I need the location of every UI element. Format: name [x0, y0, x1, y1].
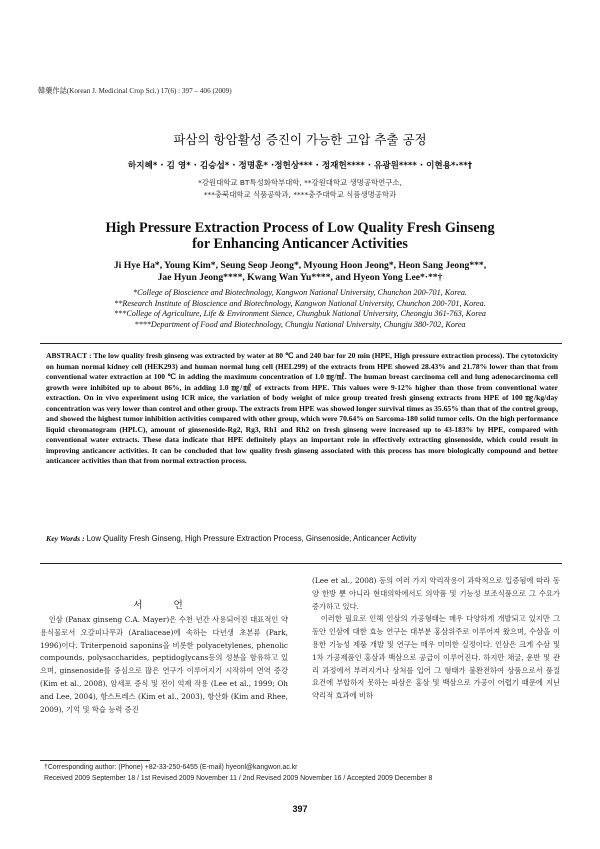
english-title — [0, 220, 600, 252]
english-affiliation-1: *College of Bioscience and Biotechnology, Kangwon National University, Chunchon 200-701, Korea. — [133, 288, 467, 297]
abstract-label: ABSTRACT : — [46, 351, 94, 360]
english-affiliations — [0, 288, 600, 330]
footnote-divider — [40, 760, 150, 761]
english-title-line-2: for Enhancing Anticancer Activities — [192, 236, 408, 252]
body-column-right — [312, 575, 560, 703]
korean-affiliation-2: ***충북대학교 식품공학과, ****충주대학교 식품생명공학과 — [203, 190, 397, 199]
korean-authors: 하지혜* · 김 영* · 김승섭* · 정명훈* ·정헌상*** · 정재헌**** · 유광원**** · 이현용*·**† — [127, 161, 473, 171]
english-affiliation-2: **Research Institute of Bioscience and Biotechnology, Kangwon National University, Chunchon 200-701, Korea. — [114, 298, 486, 308]
english-authors-line-1: Ji Hye Ha*, Young Kim*, Seung Seop Jeong*, Myoung Hoon Jeong*, Heon Sang Jeong***, — [113, 260, 487, 271]
intro-paragraph-1-continued: (Lee et al., 2008) 등의 여러 가지 약리작용이 과학적으로 입증됨에 따라 동양 한방 뿐 아니라 현대의학에서도 의약품 및 기능성 보조식품으로 그 수요가 증가하고 있다. — [312, 576, 560, 611]
keywords — [46, 534, 558, 543]
section-heading-introduction: 서 언 — [133, 600, 197, 611]
intro-paragraph-1: 인삼 (Panax ginseng C.A. Mayer)은 수천 년간 사용되어진 대표적인 약용식물로서 오갈피나무과 (Araliaceae)에 속하는 다년생 초본류 (Park, 1996)이다. Triterpenoid saponins을 비롯한 polyacetylenes, phenolic compounds, polysaccharides, peptidoglycans등의 성분을 함유하고 있으며, ginsenoside를 중심으로 많은 연구가 이루어지기 시작하여 면역 증강 (Kim et al., 2008), 암세포 증식 및 전이 억제 작용 (Lee et al., 1999; Oh and Lee, 2004), 항스트레스 (Kim et al., 2003), 항산화 (Kim and Rhee, 2009), 기억 및 학습 능력 증진 — [40, 615, 288, 714]
abstract-text: The low quality fresh ginseng was extracted by water at 80 ℃ and 240 bar for 20 min (HPE, High pressure extraction process). The cytotoxicity on human normal kidney cell (HEK293) and human normal lung cell (HEL299) of the extracts from HPE showed 28.43% and 21.78% lower than that from conventional water extraction at 100 ℃ in adding the maximum concentration of 1.0 ㎎/㎖. The human breast carcinoma cell and lung adenocarcinoma cell growth were inhibited up to about 86%, in adding 1.0 ㎎/㎖ of extracts from HPE. This values were 9-12% higher than those from conventional water extraction. On in vivo experiment using ICR mice, the variation of body weight of mice group treated fresh ginseng extracts from HPE of 100 ㎎/kg/day concentration was very lower than control and other group. The extracts from HPE was showed longer survival times as 35.65% than that of the control group, and showed the highest tumor inhibition activities compared with other group, which were 70.64% on Sarcoma-180 solid tumor cells. On the high performance liquid chromatogram (HPLC), amount of ginsenoside-Rg2, Rg3, Rh1 and Rh2 on fresh ginseng were increased up to 43-183% by HPE, compared with conventional water extracts. These data indicate that HPE definitely plays an important role in effectively extracting ginsenoside, which could result in improving anticancer activities. It can be concluded that low quality fresh ginseng associated with this process has more biologically compound and better anticancer activities than that from normal extraction process. — [46, 351, 558, 465]
english-authors-line-2: Jae Hyun Jeong****, Kwang Wan Yu****, and Hyeon Yong Lee*·**† — [157, 272, 443, 283]
intro-paragraph-2: 이러한 필요로 인해 인삼의 가공형태는 매우 다양하게 개발되고 있지만 그 동안 인삼에 대한 효능 연구는 대부분 홍삼위주로 이루어져 왔으며, 수삼을 이용한 기능성 제품 개발 및 연구는 매우 미미한 실정이다. 인삼은 크게 수삼 및 1차 가공제품인 홍삼과 백삼으로 공급이 이루어진다. 하지만 채굴, 운반 및 관리 과정에서 부러지거나 상처를 입어 그 형태가 불완전하여 상품으로서 품질 요건에 부합하지 못하는 파삼은 홍삼 및 백삼으로 가공이 어렵기 때문에 지닌 약리적 효과에 비하 — [312, 614, 560, 701]
journal-citation: 韓藥作誌(Korean J. Medicinal Crop Sci.) 17(6) : 397 – 406 (2009) — [38, 87, 232, 95]
english-authors — [0, 260, 600, 284]
english-affiliation-3: ***College of Agriculture, Life & Environment Sience, Chungbuk National University, Cheongju 361-763, Korea — [114, 309, 486, 319]
page-number: 397 — [292, 804, 308, 814]
keywords-text: Low Quality Fresh Ginseng, High Pressure Extraction Process, Ginsenoside, Anticancer Activity — [86, 534, 417, 543]
english-title-line-1: High Pressure Extraction Process of Low Quality Fresh Ginseng — [105, 220, 495, 236]
korean-affiliation-1: *강원대학교 BT특성화학부대학, **강원대학교 생명공학연구소, — [198, 178, 402, 187]
abstract — [46, 351, 558, 467]
keywords-label: Key Words : — [46, 534, 87, 543]
corresponding-author: †Corresponding author: (Phone) +82-33-250-6455 (E-mail) hyeonl@kangwon.ac.kr — [44, 764, 298, 771]
received-dates: Received 2009 September 18 / 1st Revised 2009 November 11 / 2nd Revised 2009 November 16 / Accepted 2009 December 8 — [44, 775, 433, 782]
body-column-left — [40, 614, 288, 716]
korean-title: 파삼의 항암활성 증진이 가능한 고압 추출 공정 — [173, 132, 427, 147]
english-affiliation-4: ****Department of Food and Biotechnology, Chungju National University, Chungju 380-702, Korea — [134, 319, 466, 329]
